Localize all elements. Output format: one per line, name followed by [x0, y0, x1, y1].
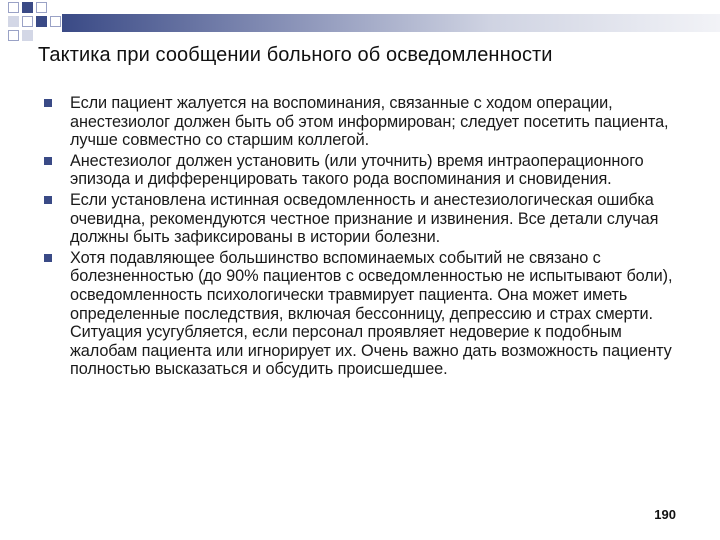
decor-square-dark	[22, 2, 33, 13]
decor-square-outline	[22, 16, 33, 27]
decor-square-outline	[50, 16, 61, 27]
decor-square-outline	[36, 2, 47, 13]
header-gradient-bar	[62, 14, 720, 32]
square-bullet-icon	[44, 157, 52, 165]
bullet-list	[44, 94, 676, 381]
list-item	[44, 94, 676, 150]
bullet-text: Анестезиолог должен установить (или уточнить) время интраоперационного эпизода и дифференцировать такого рода воспоминания и сновидения.	[70, 151, 644, 189]
decor-square-outline	[8, 30, 19, 41]
bullet-text: Хотя подавляющее большинство вспоминаемых событий не связано с болезненностью (до 90% пациентов с осведомленностью не испытывают боли), осведомленность психологически травмирует пациента. Она может иметь определенные последствия, включая бессонницу, депрессию и страх смерти. Ситуация усугубляется, если персонал проявляет недоверие к подобным жалобам пациента или игнорирует их. Очень важно дать возможность пациенту полностью высказаться и обсудить происшедшее.	[70, 248, 673, 379]
bullet-text: Если пациент жалуется на воспоминания, связанные с ходом операции, анестезиолог должен быть об этом информирован; следует посетить пациента, лучше совместно со старшим коллегой.	[70, 94, 669, 150]
list-item	[44, 191, 676, 247]
list-item	[44, 249, 676, 379]
square-bullet-icon	[44, 254, 52, 262]
header-decoration	[0, 0, 720, 50]
decor-square-dark	[36, 16, 47, 27]
decor-square-light	[8, 16, 19, 27]
bullet-text: Если установлена истинная осведомленность и анестезиологическая ошибка очевидна, рекомендуются честное признание и извинения. Все детали случая должны быть зафиксированы в истории болезни.	[70, 190, 659, 247]
square-bullet-icon	[44, 196, 52, 204]
slide-title: Тактика при сообщении больного об осведомленности	[38, 44, 553, 66]
list-item	[44, 152, 676, 189]
page-number: 190	[654, 507, 676, 522]
decor-square-outline	[8, 2, 19, 13]
square-bullet-icon	[44, 99, 52, 107]
decor-square-light	[22, 30, 33, 41]
